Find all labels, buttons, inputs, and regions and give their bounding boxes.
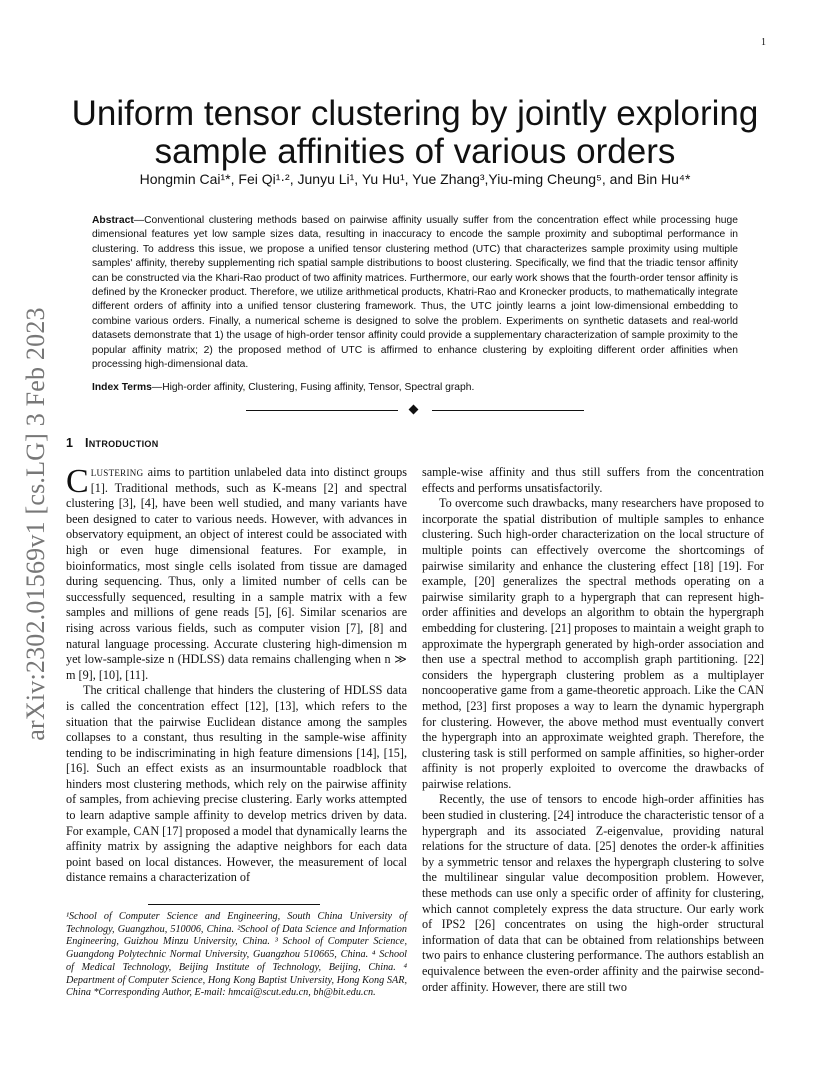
section-title: Introduction	[84, 436, 159, 450]
section-number: 1	[66, 436, 73, 450]
index-terms-text: —High-order affinity, Clustering, Fusing affinity, Tensor, Spectral graph.	[151, 382, 475, 393]
left-column	[66, 465, 407, 886]
section-heading	[66, 436, 159, 450]
intro-paragraph-1	[66, 465, 407, 683]
right-column	[422, 465, 764, 995]
index-terms	[92, 382, 738, 393]
affiliation-footnote: ¹School of Computer Science and Engineering, South China University of Technology, Guangzhou, 510006, China. ²School of Data Science and Information Engineering, Guizhou Minzu University, China. ³ School of Computer Science, Guangdong Polytechnic Normal University, Guangzhou 510665, China. ⁴ School of Medical Technology, Beijing Institute of Technology, Beijing, China. ⁴ Department of Computer Science, Hong Kong Baptist University, Hong Kong SAR, China *Corresponding Author, E-mail: hmcai@scut.edu.cn, bh@bit.edu.cn.	[66, 911, 407, 999]
section-divider	[246, 404, 584, 418]
intro-paragraph-4: Recently, the use of tensors to encode high-order affinities has been studied in clustering. [24] introduce the characteristic tensor of a hypergraph and its associated Z-eigenvalue, providing natural relations for the structure of data. [25] denotes the order-k affinities by a symmetric tensor and relaxes the hypergraph clustering to solve the multilinear singular value decomposition problem. However, these methods can use only a specific order of affinity for clustering, which cannot completely express the data structure. Our early work of IPS2 [26] concentrates on using the high-order structural information of data that can be obtained from relationships between two pairs to enhance clustering performance. The authors establish an equivalence between the even-order affinity and the pairwise second-order affinity. However, there are still two	[422, 792, 764, 994]
abstract	[92, 214, 738, 372]
intro-lead-smallcaps: lustering	[90, 465, 144, 479]
arxiv-identifier-stamp	[21, 294, 50, 754]
paper-title: Uniform tensor clustering by jointly exploring sample affinities of various orders	[71, 94, 759, 172]
footnote-rule	[148, 904, 320, 905]
index-terms-label: Index Terms	[92, 382, 152, 393]
diamond-ornament-icon	[409, 405, 419, 415]
drop-cap: C	[66, 463, 89, 500]
author-list: Hongmin Cai¹*, Fei Qi¹·², Junyu Li¹, Yu Hu¹, Yue Zhang³,Yiu-ming Cheung⁵, and Bin Hu⁴*	[139, 171, 691, 187]
page-number: 1	[761, 37, 766, 48]
abstract-label: Abstract	[92, 215, 134, 226]
arxiv-identifier-text: arXiv:2302.01569v1 [cs.LG] 3 Feb 2023	[21, 307, 50, 741]
intro-paragraph-1-text: aims to partition unlabeled data into distinct groups [1]. Traditional methods, such as K-means [2] and spectral clustering [3], [4], have been well studied, and many variants have been designed to cater to various needs. However, with advances in observatory equipment, an object of interest could be associated with high or even huge dimensional features. For example, in bioinformatics, most single cells isolated from tissue are damaged during sequencing. Thus, only a limited number of cells can be successfully sequenced, resulting in a sample matrix with a few samples and millions of gene reads [5], [6]. Similar scenarios are rising across various fields, such as computer vision [7], [8] and natural language processing. Accurate clustering high-dimension m yet low-sample-size n (HDLSS) data remains challenging when n ≫ m [9], [10], [11].	[66, 465, 407, 682]
intro-paragraph-2: The critical challenge that hinders the clustering of HDLSS data is called the concentration effect [12], [13], which refers to the situation that the pairwise Euclidean distance among the samples collapses to a constant, thus resulting in the sample-wise affinity tending to be indiscriminating in high feature dimensions [14], [15], [16]. Such an effect exists as an insurmountable roadblock that hinders most clustering methods, which rely on the pairwise affinity of samples, from achieving precise clustering. Early works attempted to learn adaptive sample affinity to develop metrics driven by data. For example, CAN [17] proposed a model that dynamically learns the affinity matrix by assigning the adaptive neighbors for each data point based on local distances. However, the measurement of local distance remains a characterization of	[66, 683, 407, 885]
intro-paragraph-2-continued: sample-wise affinity and thus still suffers from the concentration effects and performs unsatisfactorily.	[422, 465, 764, 495]
intro-paragraph-3: To overcome such drawbacks, many researchers have proposed to incorporate the spatial distribution of multiple samples to enhance clustering. Such high-order characterization on the local structure of multiple points can effectively overcome the shortcomings of pairwise similarity and enhance the clustering effect [18] [19]. For example, [20] generalizes the spectral methods operating on a pairwise similarity graph to a hypergraph that can represent high-order affinities and develops an algorithm to obtain the hypergraph embedding for clustering. [21] proposes to maintain a weight graph to approximate the hypergraph generated by high-order association and then use a spectral method to accomplish graph partitioning. [22] considers the hypergraph clustering problem as a multiplayer noncooperative game from a game-theoretic approach. Like the CAN method, [23] first proposes a way to learn the dynamic hypergraph for clustering. However, the above method must eventually convert the hypergraph into an approximate weighted graph. Therefore, the clustering task is still performed on sample affinities, so higher-order affinity is not properly exploited to overcome the drawbacks of pairwise relations.	[422, 496, 764, 791]
abstract-text: —Conventional clustering methods based on pairwise affinity usually suffer from the concentration effect while processing huge dimensional features yet low sample sizes data, resulting in inaccuracy to encode the sample proximity and suboptimal performance in clustering. To address this issue, we propose a unified tensor clustering method (UTC) that characterizes sample proximity using multiple samples' affinity, thereby supplementing rich spatial sample distributions to boost clustering. Specifically, we find that the triadic tensor affinity can be constructed via the Khari-Rao product of two affinity matrices. Furthermore, our early work shows that the fourth-order tensor affinity is defined by the Kronecker product. Therefore, we utilize arithmetical products, Khatri-Rao and Kronecker products, to mathematically integrate different orders of affinity into a unified tensor clustering framework. Thus, the UTC jointly learns a joint low-dimensional embedding to combine various orders. Finally, a numerical scheme is designed to solve the problem. Experiments on synthetic datasets and real-world datasets demonstrate that 1) the usage of high-order tensor affinity could provide a supplementary characterization of sample proximity to the popular affinity matrix; 2) the proposed method of UTC is affirmed to enhance clustering by exploiting different order affinities when processing high-dimensional data.	[92, 215, 738, 371]
